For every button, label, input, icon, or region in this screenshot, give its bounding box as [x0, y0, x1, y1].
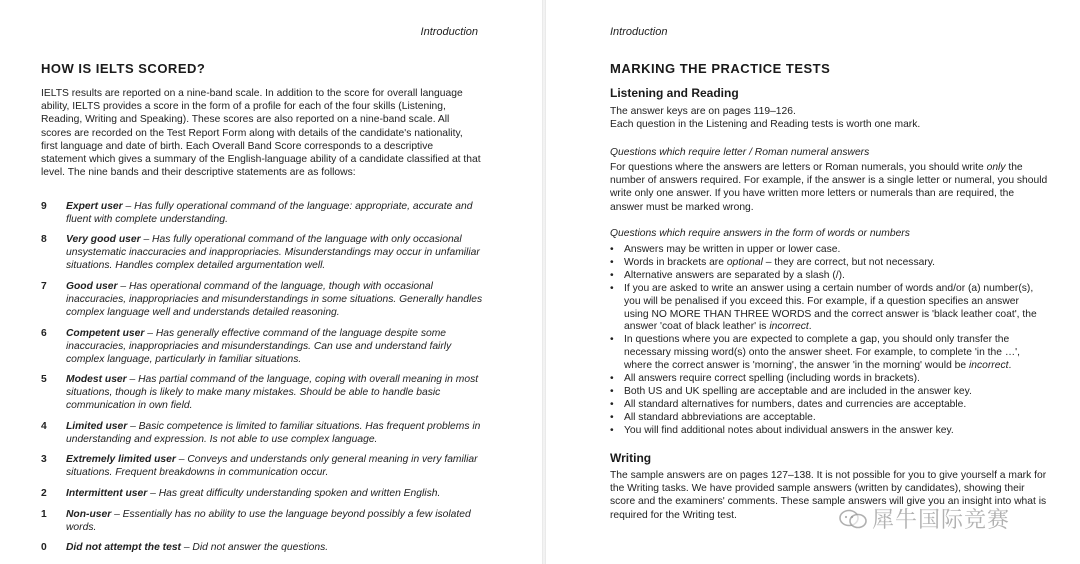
word-answers-heading: Questions which require answers in the form of words or numbers	[610, 228, 910, 239]
section-heading: HOW IS IELTS SCORED?	[41, 61, 206, 76]
band-description: – Has partial command of the language, coping with overall meaning in most situations, though is likely to make many mistakes. Should be able to handle basic communication in own field.	[66, 374, 479, 411]
band-number: 4	[41, 421, 47, 432]
list-item: • If you are asked to write an answer using a certain number of words and/or (a) number(s), you will be penalised if you exceed this. For example, if a question specifies an answer using NO MORE THAN THREE WORDS and the correct answer is 'black leather coat', the answer 'coat of black leather' is incorrect.	[610, 283, 1046, 335]
writing-heading: Writing	[610, 451, 652, 465]
band-number: 1	[41, 509, 47, 520]
section-heading: MARKING THE PRACTICE TESTS	[610, 61, 831, 76]
list-item: • In questions where you are expected to complete a gap, you should only transfer the necessary missing word(s) onto the answer sheet. For example, to complete 'in the …', where the correct answer is 'morning', the answer 'in the morning' would be incorrect.	[610, 334, 1046, 373]
band-number: 6	[41, 328, 47, 339]
band-name: Non-user	[66, 509, 112, 520]
band-3	[41, 454, 486, 480]
band-number: 5	[41, 374, 47, 385]
listening-reading-text: The answer keys are on pages 119–126. Each question in the Listening and Reading tests is worth one mark.	[610, 106, 921, 131]
band-description: – Basic competence is limited to familiar situations. Has frequent problems in understanding and expression. Is not able to use complex language.	[66, 421, 481, 445]
band-6	[41, 328, 486, 366]
band-description: – Has fully operational command of the language with only occasional unsystematic inaccuracies and inappropriacies. Misunderstandings may occur in unfamiliar situations. Handles complex detailed argumentation well.	[66, 234, 480, 271]
band-name: Expert user	[66, 201, 123, 212]
band-number: 9	[41, 201, 47, 212]
list-item: • Both US and UK spelling are acceptable and are included in the answer key.	[610, 386, 1046, 399]
band-description: – Has generally effective command of the language despite some inaccuracies, inappropriacies and misunderstandings. Can use and understand fairly complex language, particularly in familiar situations.	[66, 328, 452, 365]
watermark	[838, 503, 1010, 534]
band-9	[41, 201, 486, 227]
band-name: Good user	[66, 281, 118, 292]
band-description: – Conveys and understands only general meaning in very familiar situations. Frequent breakdowns in communication occur.	[66, 454, 478, 478]
band-number: 2	[41, 488, 47, 499]
writing-text: The sample answers are on pages 127–138. It is not possible for you to give yourself a mark for the Writing tasks. We have provided sample answers (written by candidates), showing their score and the examiners' comments. These sample answers will give you an insight into what is required for the Writing test.	[610, 470, 1047, 521]
watermark-text: 犀牛国际竞赛	[872, 507, 1011, 532]
band-description: – Has operational command of the language, though with occasional inaccuracies, inappropriacies and misunderstandings in some situations. Generally handles complex language well and understands detailed reasoning.	[66, 281, 483, 318]
list-item: • Words in brackets are optional – they are correct, but not necessary.	[610, 257, 1046, 270]
band-8	[41, 234, 486, 272]
right-page	[546, 0, 1080, 564]
band-0	[41, 542, 486, 555]
band-number: 7	[41, 281, 47, 292]
list-item: • You will find additional notes about individual answers in the answer key.	[610, 425, 1046, 438]
band-number: 3	[41, 454, 47, 465]
band-4	[41, 421, 486, 447]
answer-rules-list	[610, 244, 1046, 438]
band-name: Very good user	[66, 234, 141, 245]
band-7	[41, 281, 486, 319]
band-description: – Has fully operational command of the language: appropriate, accurate and fluent with complete understanding.	[66, 201, 473, 225]
list-item: • All answers require correct spelling (including words in brackets).	[610, 373, 1046, 386]
letter-answers-heading: Questions which require letter / Roman numeral answers	[610, 147, 870, 158]
band-name: Modest user	[66, 374, 127, 385]
wechat-icon	[838, 508, 868, 530]
band-description: – Essentially has no ability to use the language beyond possibly a few isolated words.	[66, 509, 471, 533]
running-head: Introduction	[610, 26, 668, 38]
band-name: Competent user	[66, 328, 145, 339]
letter-answers-text: For questions where the answers are letters or Roman numerals, you should write only the number of answers required. For example, if the answer is a single letter or numeral, you should write only one answer. If you have written more letters or numerals than are required, the answer must be marked wrong.	[610, 162, 1048, 213]
list-item: • All standard abbreviations are acceptable.	[610, 412, 1046, 425]
list-item: • Answers may be written in upper or lower case.	[610, 244, 1046, 257]
running-head: Introduction	[420, 26, 478, 38]
band-number: 8	[41, 234, 47, 245]
band-name: Did not attempt the test	[66, 542, 181, 553]
band-name: Limited user	[66, 421, 128, 432]
listening-reading-heading: Listening and Reading	[610, 86, 739, 100]
band-2	[41, 488, 486, 501]
band-name: Intermittent user	[66, 488, 148, 499]
list-item: • All standard alternatives for numbers, dates and currencies are acceptable.	[610, 399, 1046, 412]
band-description: – Did not answer the questions.	[180, 542, 329, 553]
list-item: • Alternative answers are separated by a slash (/).	[610, 270, 1046, 283]
band-1	[41, 509, 486, 535]
intro-paragraph: IELTS results are reported on a nine-band scale. In addition to the score for overall language ability, IELTS provides a score in the form of a profile for each of the four skills (Listening, Reading, Writing and Speaking). These scores are also reported on a nine-band scale. All scores are recorded on the Test Report Form along with details of the candidate's nationality, first language and date of birth. Each Overall Band Score corresponds to a descriptive statement which gives a summary of the English-language ability of a candidate classified at that level. The nine bands and their descriptive statements are as follows:	[41, 88, 481, 179]
band-5	[41, 374, 486, 412]
band-name: Extremely limited user	[66, 454, 176, 465]
band-number: 0	[41, 542, 47, 553]
band-description: – Has great difficulty understanding spoken and written English.	[147, 488, 441, 499]
